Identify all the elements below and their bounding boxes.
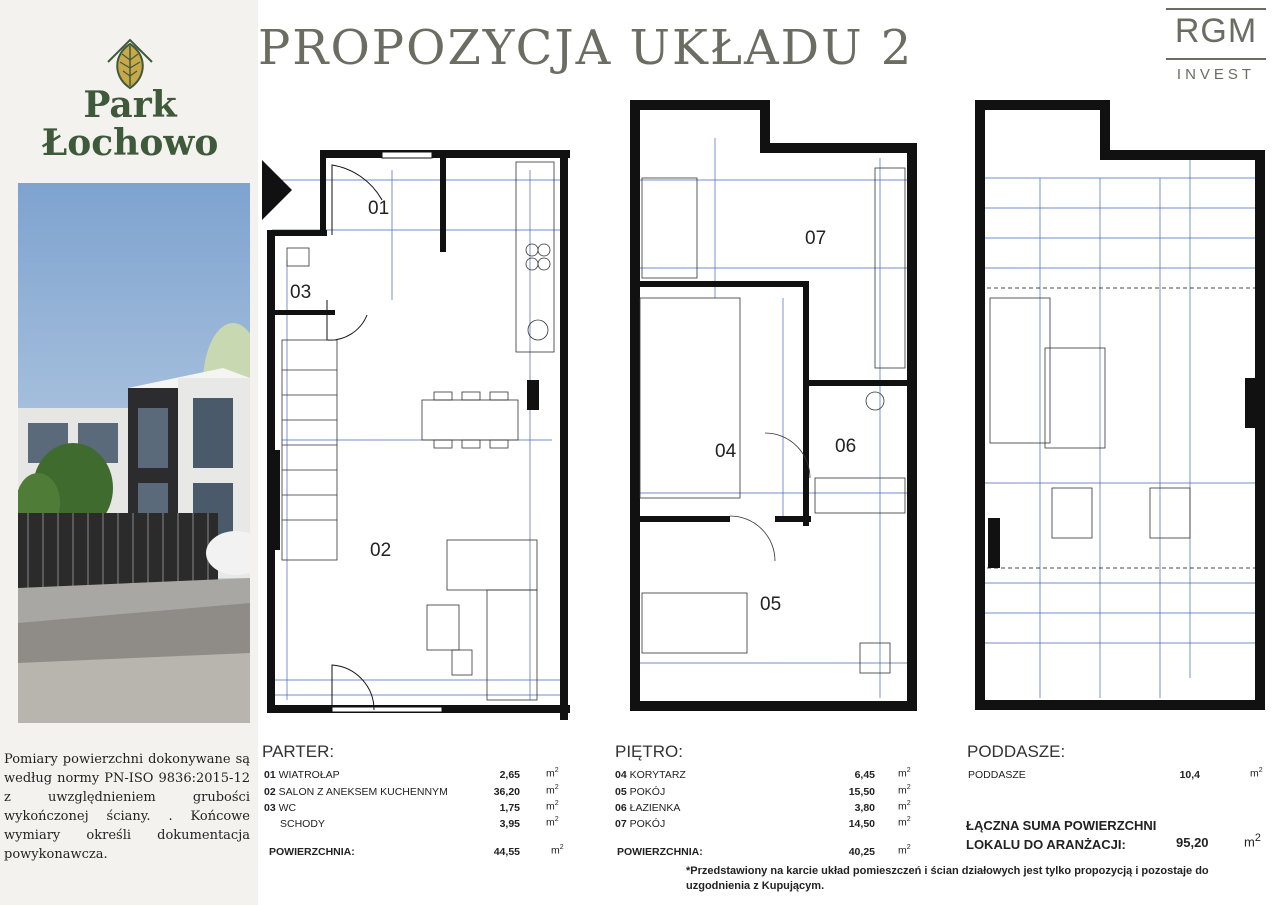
sidebar	[0, 0, 258, 905]
ground-floor-plan	[262, 140, 582, 740]
room-area: 36,20	[493, 786, 520, 798]
room-area: 1,75	[499, 802, 520, 814]
area-unit: $m^2$	[546, 784, 559, 797]
company-logo	[1166, 8, 1266, 84]
area-unit: $m^2$	[1244, 832, 1261, 850]
room-area: 3,95	[499, 818, 520, 830]
room-name: ŁAZIENKA	[629, 802, 681, 814]
room-number: 07	[615, 818, 627, 830]
room-label: 04	[715, 441, 737, 462]
room-label: 03	[290, 282, 312, 303]
room-area: 6,45	[854, 769, 875, 781]
room-label: 07	[805, 228, 827, 249]
area-unit: $m^2$	[898, 784, 911, 797]
area-unit: $m^2$	[1250, 767, 1263, 780]
room-label: 05	[760, 594, 782, 615]
brand-line1: Park	[83, 84, 177, 126]
grand-total-line1: ŁĄCZNA SUMA POWIERZCHNI	[966, 818, 1157, 833]
company-sub: INVEST	[1176, 66, 1256, 83]
attic-title: PODDASZE:	[967, 742, 1066, 761]
page-title: PROPOZYCJA UKŁADU 2	[258, 20, 914, 76]
room-name: WIATROŁAP	[278, 769, 340, 781]
room-name: KORYTARZ	[629, 769, 686, 781]
footnote: *Przedstawiony na karcie układ pomieszczeń i ścian działowych jest tylko propozycją i pozostaje do uzgodnienia z Kupującym.	[686, 865, 1209, 892]
logo-rule	[1166, 58, 1266, 60]
area-unit: $m^2$	[898, 816, 911, 829]
first-floor-title: PIĘTRO:	[615, 742, 684, 761]
area-unit: $m^2$	[898, 800, 911, 813]
grand-total-line2: LOKALU DO ARANŻACJI:	[966, 837, 1126, 852]
company-name: RGM	[1174, 12, 1258, 50]
grand-total-label	[966, 816, 1156, 854]
attic-plan	[970, 98, 1272, 718]
total-label: POWIERZCHNIA:	[269, 846, 355, 858]
room-area: 15,50	[848, 786, 875, 798]
area-unit: $m^2$	[546, 767, 559, 780]
measurement-note: Pomiary powierzchni dokonywane są według normy PN-ISO 9836:2015-12 z uwzględnieniem grubości wykończonej ściany. . Końcowe wymiary określi dokumentacja powykonawcza.	[4, 752, 250, 862]
room-number: 04	[615, 769, 627, 781]
area-unit: $m^2$	[551, 844, 564, 857]
room-number: 01	[264, 769, 276, 781]
room-name: WC	[278, 802, 297, 814]
area-unit: $m^2$	[546, 816, 559, 829]
room-label: 02	[370, 540, 392, 561]
first-floor-plan	[625, 98, 920, 738]
room-name: PODDASZE	[968, 769, 1026, 781]
logo-rule	[1166, 8, 1266, 10]
room-name: SALON Z ANEKSEM KUCHENNYM	[278, 786, 448, 798]
room-label: 06	[835, 436, 857, 457]
area-unit: $m^2$	[898, 767, 911, 780]
room-label: 01	[368, 198, 390, 219]
grand-total-value: 95,20	[1176, 835, 1209, 850]
room-area: 2,65	[499, 769, 520, 781]
room-name: SCHODY	[280, 818, 325, 830]
room-number: 05	[615, 786, 627, 798]
room-number: 06	[615, 802, 627, 814]
total-area: 44,55	[493, 846, 520, 858]
brand-line2: Łochowo	[41, 122, 219, 164]
ground-floor-title: PARTER:	[262, 742, 335, 761]
brand-name	[20, 86, 240, 162]
room-name: POKÓJ	[629, 786, 666, 798]
room-number: 02	[264, 786, 276, 798]
room-area: 3,80	[854, 802, 875, 814]
area-unit: $m^2$	[898, 844, 911, 857]
total-label: POWIERZCHNIA:	[617, 846, 703, 858]
room-area: 14,50	[848, 818, 875, 830]
leaf-house-icon	[100, 36, 160, 90]
total-area: 40,25	[848, 846, 875, 858]
area-unit: $m^2$	[546, 800, 559, 813]
building-photo	[18, 183, 250, 723]
room-number: 03	[264, 802, 276, 814]
room-name: POKÓJ	[629, 818, 666, 830]
room-area: 10,4	[1179, 769, 1200, 781]
